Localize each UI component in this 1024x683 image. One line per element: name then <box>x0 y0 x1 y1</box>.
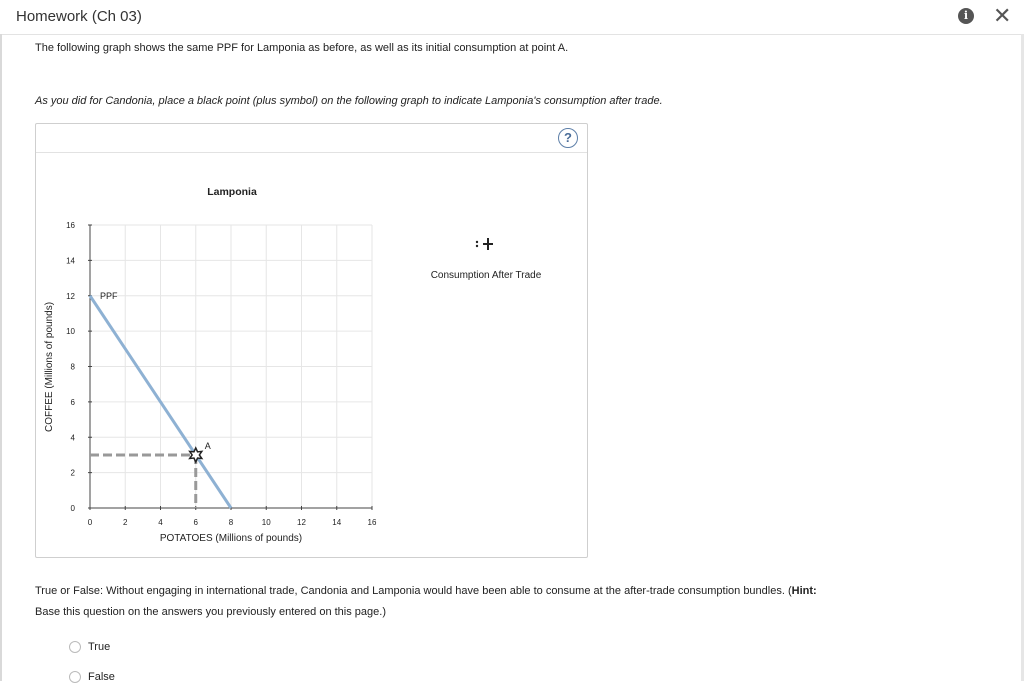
ppf-label: PPF <box>100 290 118 301</box>
consumption-after-trade-tool[interactable] <box>431 238 542 281</box>
y-axis-label: COFFEE (Millions of pounds) <box>44 301 55 433</box>
x-axis-label: POTATOES (Millions of pounds) <box>159 533 303 544</box>
x-tick-label: 2 <box>123 518 128 527</box>
dashed-guides <box>90 455 196 508</box>
y-tick-label: 4 <box>70 433 75 443</box>
y-tick-label: 16 <box>66 221 75 230</box>
radio-false[interactable] <box>69 671 81 683</box>
info-icon[interactable]: i <box>958 8 974 24</box>
true-false-question <box>35 581 835 623</box>
left-border <box>0 34 2 681</box>
y-tick-label: 2 <box>70 468 75 478</box>
chart-points <box>190 441 211 462</box>
y-tick-label: 0 <box>70 504 75 513</box>
x-tick-label: 10 <box>261 518 271 527</box>
chart-grid <box>90 225 372 508</box>
y-tick-label: 12 <box>66 291 75 301</box>
option-true-label: True <box>88 641 111 653</box>
question-suffix: Base this question on the answers you previously entered on this page.) <box>35 606 386 618</box>
window-title: Homework (Ch 03) <box>16 8 142 25</box>
hint-label: Hint: <box>791 585 817 597</box>
x-tick-label: 4 <box>158 518 163 527</box>
question-mark-icon[interactable]: ? <box>558 128 578 148</box>
x-tick-labels <box>88 518 377 527</box>
intro-text: The following graph shows the same PPF for Lamponia as before, as well as its initial consumption at point A. <box>35 42 569 54</box>
y-tick-label: 10 <box>66 327 75 337</box>
instruction-text: As you did for Candonia, place a black point (plus symbol) on the following graph to indicate Lamponia's consumption after trade. <box>35 95 663 107</box>
x-tick-label: 0 <box>87 518 93 527</box>
x-tick-label: 8 <box>228 518 234 527</box>
x-tick-label: 6 <box>193 518 198 527</box>
point-a-label: A <box>204 440 211 451</box>
option-true[interactable] <box>69 641 110 653</box>
radio-true[interactable] <box>69 641 81 653</box>
question-prefix: True or False: Without engaging in international trade, Candonia and Lamponia would have been able to consume at the after-trade consumption bundles. ( <box>35 585 792 597</box>
y-tick-label: 6 <box>70 397 75 407</box>
consumption-after-trade-label: Consumption After Trade <box>430 270 542 281</box>
option-false[interactable] <box>69 671 115 683</box>
ppf-chart[interactable] <box>36 124 587 557</box>
y-tick-labels <box>66 221 75 513</box>
x-tick-label: 16 <box>367 518 377 527</box>
y-tick-label: 8 <box>70 362 75 372</box>
x-tick-label: 12 <box>297 518 306 527</box>
close-icon[interactable]: ✕ <box>993 3 1012 28</box>
option-false-label: False <box>88 671 115 683</box>
plus-icon[interactable] <box>476 238 493 250</box>
y-tick-label: 14 <box>66 256 75 266</box>
chart-title: Lamponia <box>207 186 257 198</box>
window-titlebar <box>0 0 1024 35</box>
graph-panel <box>35 123 588 558</box>
chart-axes <box>88 225 372 510</box>
x-tick-label: 14 <box>332 518 342 527</box>
